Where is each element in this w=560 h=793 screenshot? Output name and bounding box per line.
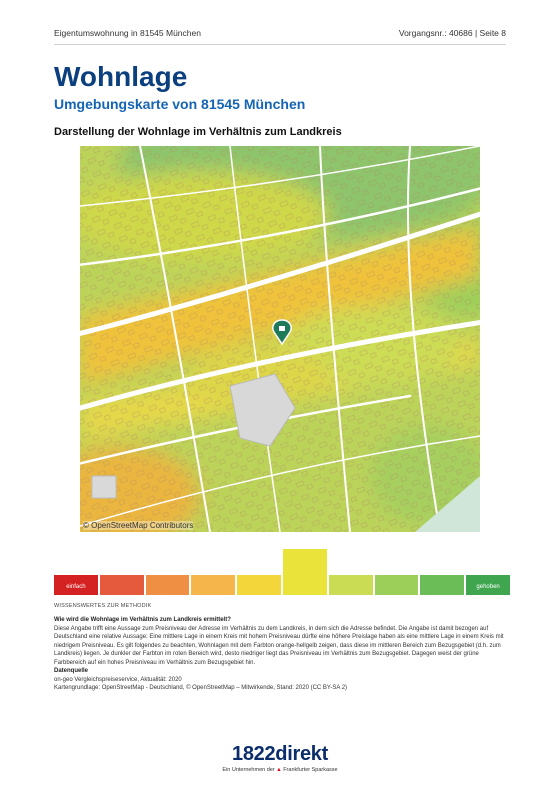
brand-bank-name: Frankfurter Sparkasse xyxy=(283,767,338,773)
location-map[interactable] xyxy=(80,146,480,532)
bank-icon: ▲ xyxy=(276,767,282,773)
map-attribution: © OpenStreetMap Contributors xyxy=(83,521,194,530)
header-property-label: Eigentumswohnung in 81545 München xyxy=(54,28,201,38)
brand-footer xyxy=(0,743,560,773)
info-body: Diese Angabe trifft eine Aussage zum Preisniveau der Adresse im Verhältnis zu dem Landkreis, in dem sich die Adresse befindet. Die Angabe ist damit bezogen auf Deutschland eine relative Aussage: Eine mittlere Lage in einem Kreis mit hohem Preisniveau dürfte eine höhere Preislage haben als eine mittlere Lage in einem Kreis mit niedrigem Preisniveau. Es gilt folgendes zu beachten, Wohnlagen mit dem Farbton orange-hellgelb zeigen, dass diese im mittleren Bereich zum Bezugsgebiet (d.h. zum Landkreis) liegen. Je dunkler der Farbton im roten Bereich wird, desto niedriger liegt das Preisniveau im Verhältnis zum Bezugsgebiet. Dagegen weist der grüne Farbbereich auf ein hohes Preisniveau im Verhältnis zum Bezugsgebiet hin. xyxy=(54,626,504,666)
scale-segment xyxy=(420,575,464,595)
header-divider xyxy=(54,44,506,45)
scale-segment xyxy=(329,575,373,595)
scale-segment xyxy=(237,575,281,595)
scale-segment-selected xyxy=(283,549,327,595)
scale-segment xyxy=(100,575,144,595)
page-subtitle: Umgebungskarte von 81545 München xyxy=(54,96,306,112)
header-reference-page: Vorgangsnr.: 40686 | Seite 8 xyxy=(398,28,506,38)
location-scale xyxy=(54,549,510,595)
scale-segment xyxy=(466,575,510,595)
scale-label-high: gehoben xyxy=(476,584,500,590)
brand-tagline xyxy=(0,767,560,773)
section-title: Darstellung der Wohnlage im Verhältnis zum Landkreis xyxy=(54,126,342,138)
sources-line-2: Kartengrundlage: OpenStreetMap - Deutschland, © OpenStreetMap – Mitwirkende, Stand: 2020 (CC BY-SA 2) xyxy=(54,685,348,691)
scale-segment xyxy=(375,575,419,595)
page-title: Wohnlage xyxy=(54,61,188,92)
scale-segment xyxy=(54,575,98,595)
brand-logo: 1822direkt xyxy=(232,743,328,765)
sources-line-1: on-geo Vergleichspreiseservice, Aktualität: 2020 xyxy=(54,677,182,683)
page-header xyxy=(54,28,506,42)
map-canvas xyxy=(80,146,480,532)
scale-segment xyxy=(191,575,235,595)
info-heading: WISSENSWERTES ZUR METHODIK xyxy=(54,603,152,609)
scale-segment xyxy=(146,575,190,595)
sources-heading: Datenquelle xyxy=(54,668,89,674)
info-question: Wie wird die Wohnlage im Verhältnis zum Landkreis ermittelt? xyxy=(54,617,231,623)
scale-label-low: einfach xyxy=(66,584,86,590)
brand-tagline-text: Ein Unternehmen der xyxy=(222,767,275,773)
